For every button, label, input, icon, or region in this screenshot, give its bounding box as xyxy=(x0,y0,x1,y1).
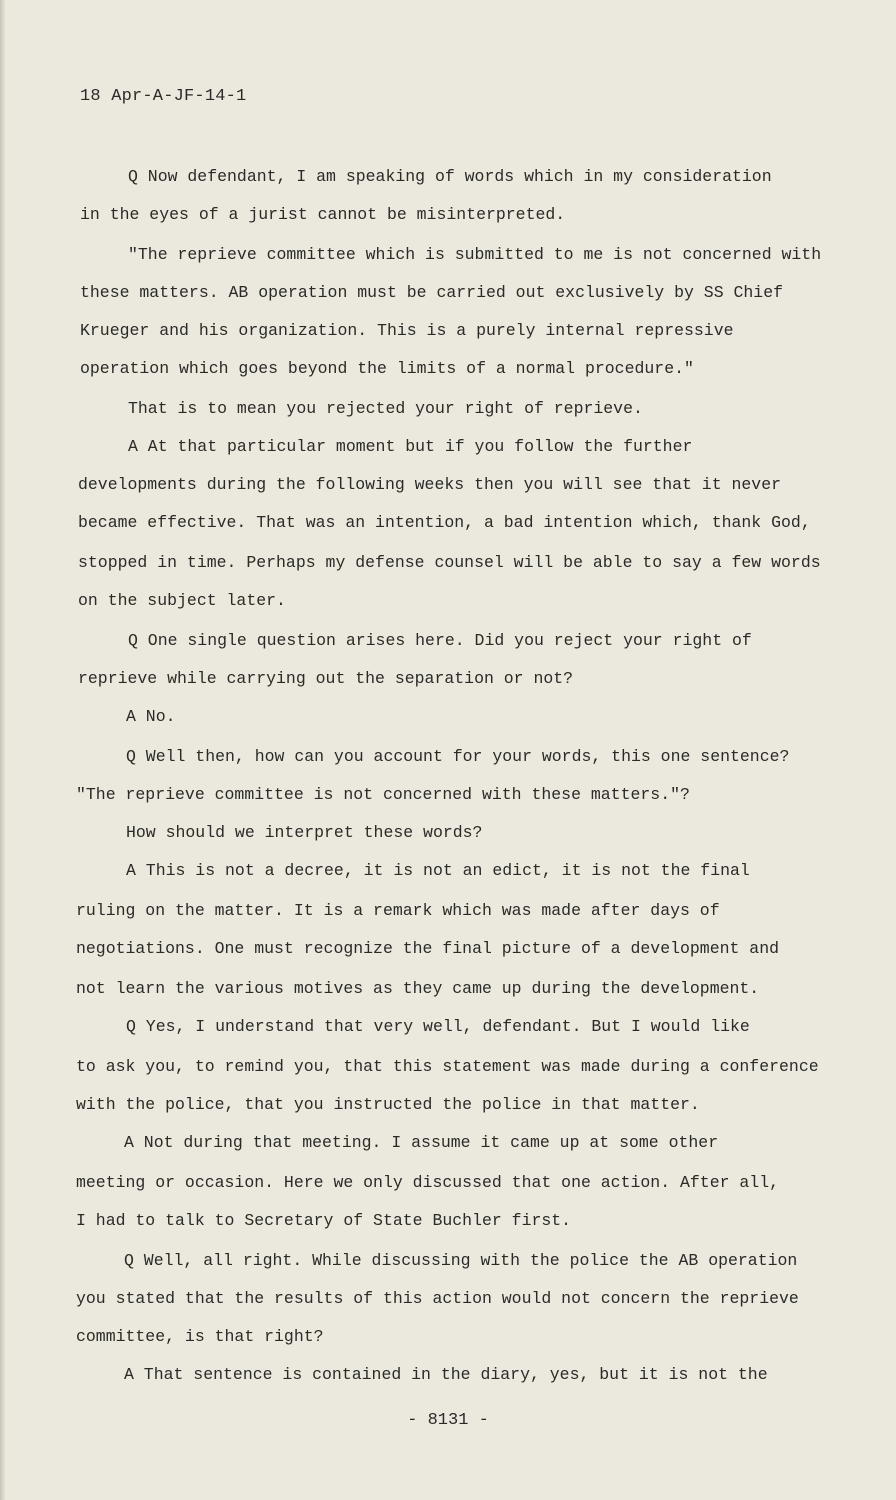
text-line: Q Well then, how can you account for your words, this one sentence? xyxy=(126,747,790,766)
text-line: Krueger and his organization. This is a purely internal repressive xyxy=(80,321,734,340)
text-line: A No. xyxy=(126,707,176,726)
text-line: committee, is that right? xyxy=(76,1327,324,1346)
text-line: ruling on the matter. It is a remark which was made after days of xyxy=(76,901,720,920)
text-line: How should we interpret these words? xyxy=(126,823,483,842)
text-line: A At that particular moment but if you follow the further xyxy=(128,437,693,456)
text-line: That is to mean you rejected your right of reprieve. xyxy=(128,399,643,418)
text-line: these matters. AB operation must be carried out exclusively by SS Chief xyxy=(80,283,784,302)
text-line: I had to talk to Secretary of State Buchler first. xyxy=(76,1211,572,1230)
text-line: in the eyes of a jurist cannot be misinterpreted. xyxy=(80,205,566,224)
page-number: - 8131 - xyxy=(407,1411,489,1430)
text-line: to ask you, to remind you, that this statement was made during a conference xyxy=(76,1057,819,1076)
text-line: developments during the following weeks then you will see that it never xyxy=(78,475,782,494)
text-line: "The reprieve committee which is submitted to me is not concerned with xyxy=(128,245,822,264)
text-line: Q One single question arises here. Did you reject your right of xyxy=(128,631,752,650)
text-line: with the police, that you instructed the police in that matter. xyxy=(76,1095,700,1114)
text-line: A Not during that meeting. I assume it came up at some other xyxy=(124,1133,719,1152)
text-line: A That sentence is contained in the diary, yes, but it is not the xyxy=(124,1365,768,1384)
text-line: Q Yes, I understand that very well, defendant. But I would like xyxy=(126,1017,750,1036)
text-line: you stated that the results of this action would not concern the reprieve xyxy=(76,1289,799,1308)
text-line: not learn the various motives as they came up during the development. xyxy=(76,979,760,998)
text-line: Q Well, all right. While discussing with the police the AB operation xyxy=(124,1251,798,1270)
text-line: reprieve while carrying out the separation or not? xyxy=(78,669,574,688)
text-line: Q Now defendant, I am speaking of words which in my consideration xyxy=(128,167,772,186)
text-line: operation which goes beyond the limits of a normal procedure." xyxy=(80,359,694,378)
text-line: stopped in time. Perhaps my defense counsel will be able to say a few words xyxy=(78,553,821,572)
text-line: meeting or occasion. Here we only discussed that one action. After all, xyxy=(76,1173,780,1192)
text-line: "The reprieve committee is not concerned with these matters."? xyxy=(76,785,690,804)
text-line: on the subject later. xyxy=(78,591,286,610)
text-line: negotiations. One must recognize the final picture of a development and xyxy=(76,939,780,958)
text-line: A This is not a decree, it is not an edict, it is not the final xyxy=(126,861,750,880)
document-header: 18 Apr-A-JF-14-1 xyxy=(80,87,247,106)
text-line: became effective. That was an intention, a bad intention which, thank God, xyxy=(78,513,811,532)
page-edge-shadow xyxy=(0,0,6,1500)
